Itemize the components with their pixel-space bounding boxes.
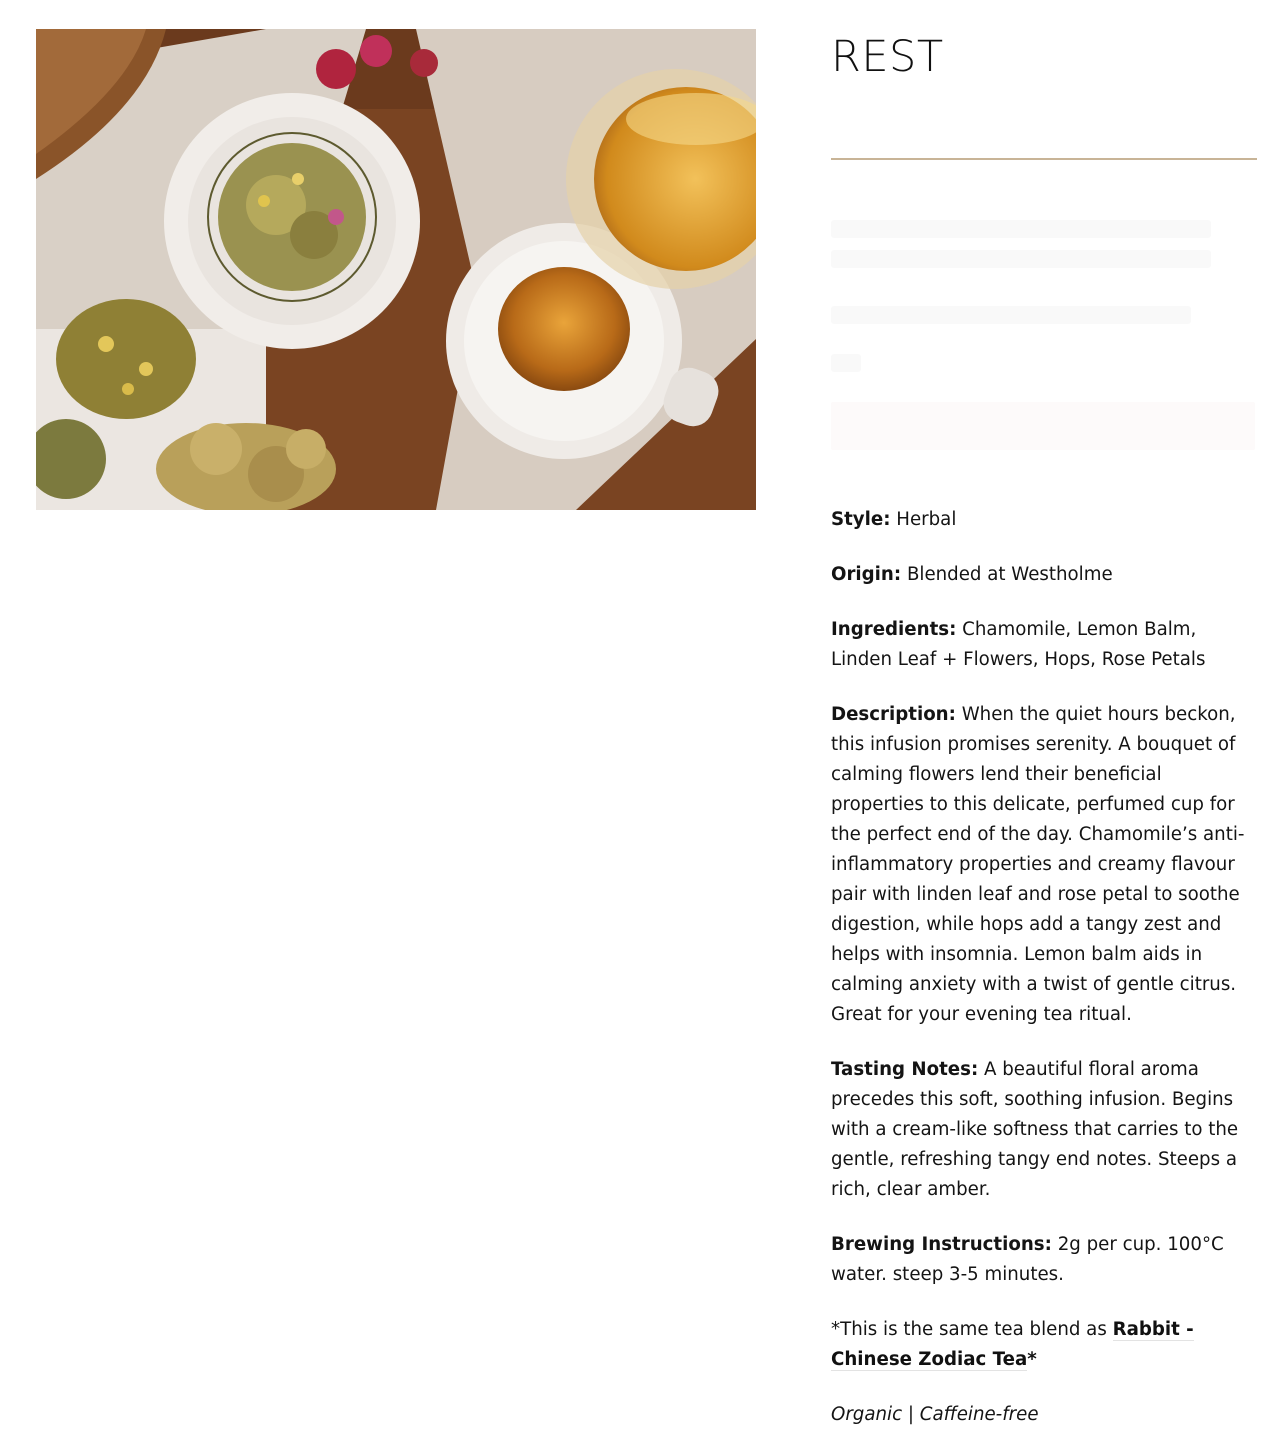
product-details [831,505,1259,1455]
detail-label: Origin: [831,564,902,585]
detail-label: Description: [831,704,956,725]
detail-description [831,700,1259,1030]
detail-value: A beautiful floral aroma precedes this soft, soothing infusion. Begins with a cream-like softness that carries to the gentle, refreshing tangy end notes. Steeps a rich, clear amber. [831,1059,1239,1200]
same-blend-suffix: * [1027,1349,1037,1370]
same-blend-note [831,1315,1259,1375]
purchase-options [831,206,1257,406]
product-price [831,104,1257,126]
faded-option-line [831,250,1211,268]
faded-option-line [831,220,1211,238]
same-blend-prefix: *This is the same tea blend as [831,1319,1113,1340]
faded-quantity[interactable] [831,354,861,372]
product-tags: Organic | Caffeine-free [831,1404,1039,1425]
detail-label: Tasting Notes: [831,1059,979,1080]
detail-value: 2g per cup. 100°C water. steep 3-5 minutes. [831,1234,1224,1285]
detail-label: Ingredients: [831,619,957,640]
detail-tasting-notes [831,1055,1259,1205]
rabbit-zodiac-tea-link[interactable]: Rabbit - Chinese Zodiac Tea [831,1319,1194,1370]
product-photo [36,29,756,510]
detail-style [831,505,1259,535]
add-to-cart-button[interactable] [831,402,1255,450]
detail-brewing [831,1230,1259,1290]
detail-value: When the quiet hours beckon, this infusion promises serenity. A bouquet of calming flowers lend their beneficial properties to this delicate, perfumed cup for the perfect end of the day. Chamomile’s anti-inflammatory properties and creamy flavour pair with linden leaf and rose petal to soothe digestion, while hops add a tangy zest and helps with insomnia. Lemon balm aids in calming anxiety with a twist of gentle citrus. Great for your evening tea ritual. [831,704,1245,1025]
product-title: REST [831,32,944,82]
product-info [831,30,1257,406]
detail-label: Style: [831,509,891,530]
detail-value: Chamomile, Lemon Balm, Linden Leaf + Flowers, Hops, Rose Petals [831,619,1206,670]
detail-ingredients [831,615,1259,675]
detail-origin [831,560,1259,590]
faded-option-line [831,306,1191,324]
detail-value: Blended at Westholme [906,564,1113,585]
detail-label: Brewing Instructions: [831,1234,1052,1255]
detail-value: Herbal [896,509,957,530]
title-divider [831,158,1257,160]
product-image[interactable] [36,29,756,510]
